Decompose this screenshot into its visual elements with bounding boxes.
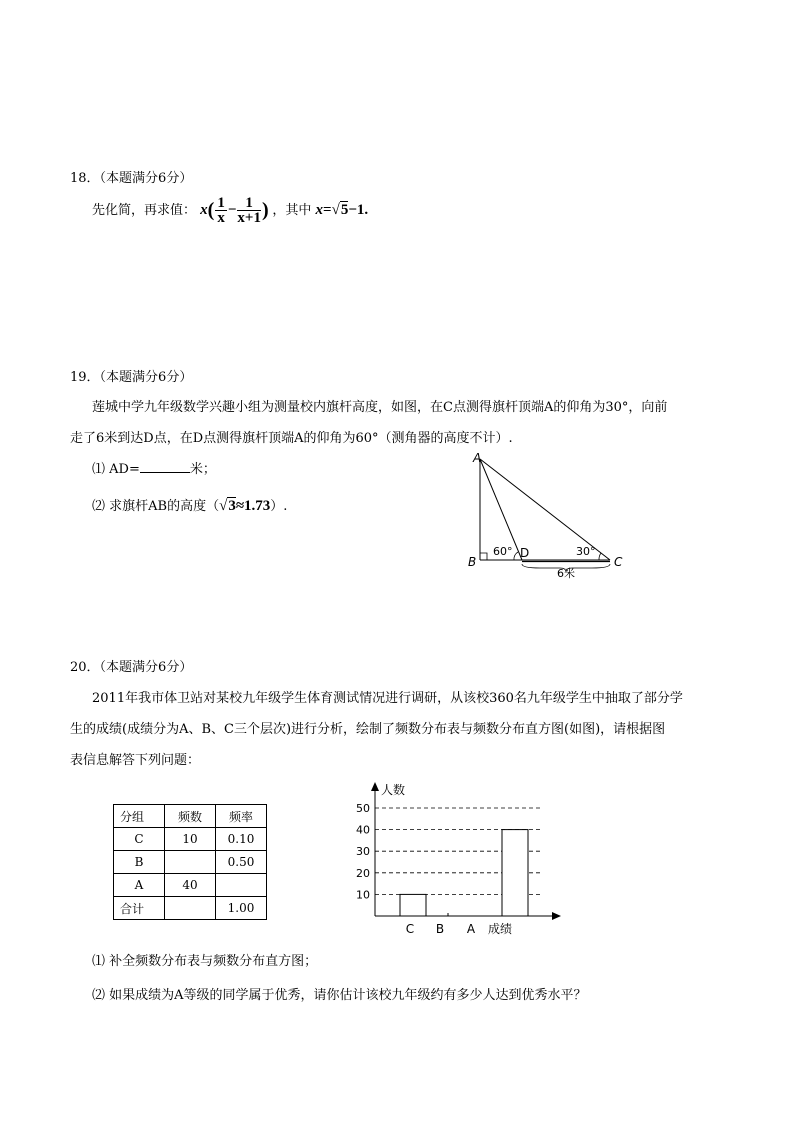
table-row [114, 851, 267, 874]
q19-part1: ⑴ AD= 米； [92, 462, 216, 477]
table-cell [216, 874, 267, 897]
q18-minus: − [227, 201, 237, 218]
y-tick-label: 40 [356, 823, 370, 837]
q20-part1: ⑴ 补全频数分布表与频数分布直方图； [92, 954, 318, 969]
label-B: B [468, 555, 477, 569]
label-C: C [614, 555, 623, 569]
q18-mid-text: ，其中 [272, 202, 312, 218]
angle-arc-D [514, 552, 518, 560]
x-tick-label: B [435, 922, 445, 936]
table-cell: 40 [165, 874, 216, 897]
bar-A [502, 830, 528, 916]
answer-blank [140, 460, 190, 473]
y-tick-label: 30 [356, 845, 370, 859]
q18-expr-x: x [200, 201, 208, 218]
y-axis-label: 人数 [381, 783, 406, 797]
table-cell: 10 [165, 828, 216, 851]
q18-condition: x=√5−1. [315, 201, 369, 218]
y-axis-arrow [371, 782, 379, 791]
table-header-row [114, 805, 267, 828]
table-cell: 0.10 [216, 828, 267, 851]
q19-line1: 莲城中学九年级数学兴趣小组为测量校内旗杆高度，如图，在C点测得旗杆顶端A的仰角为30°，向前 [92, 400, 668, 415]
table-cell: 1.00 [216, 897, 267, 920]
table-header: 频率 [216, 805, 267, 828]
q18-number: 18．（本题满分6分） [70, 171, 193, 186]
q19-line2: 走了6米到达D点，在D点测得旗杆顶端A的仰角为60°（测角器的高度不计）. [70, 431, 513, 446]
label-D: D [520, 546, 530, 560]
label-angle-C: 30° [576, 545, 596, 558]
x-axis-label: 成绩 [488, 922, 513, 936]
table-cell: B [114, 851, 165, 874]
q18-fraction-2: $\frac{1}{x+1}$ [237, 195, 261, 226]
table-header: 频数 [165, 805, 216, 828]
x-tick-label: A [466, 922, 476, 936]
table-cell: C [114, 828, 165, 851]
q20-part2: ⑵ 如果成绩为A等级的同学属于优秀，请你估计该校九年级约有多少人达到优秀水平？ [92, 988, 587, 1003]
q19-triangle-figure [460, 445, 640, 585]
q20-line3: 表信息解答下列问题： [70, 753, 201, 768]
label-A: A [473, 451, 482, 465]
table-cell [165, 897, 216, 920]
table-header: 分组 [114, 805, 165, 828]
table-cell: 合计 [114, 897, 165, 920]
q20-number: 20．（本题满分6分） [70, 660, 193, 675]
label-angle-D: 60° [493, 545, 513, 558]
bar-C [400, 894, 426, 916]
table-row [114, 897, 267, 920]
table-cell [165, 851, 216, 874]
table-row [114, 828, 267, 851]
table-cell: 0.50 [216, 851, 267, 874]
q18-fraction-1: $\frac{1}{x}$ [217, 195, 225, 226]
q20-line2: 生的成绩(成绩分为A、B、C三个层次)进行分析，绘制了频数分布表与频数分布直方图(如图)，请根据图 [70, 722, 666, 737]
y-tick-label: 20 [356, 866, 370, 880]
q19-part2: ⑵ 求旗杆AB的高度（√3≈1.73）. [92, 498, 288, 514]
q19-number: 19．（本题满分6分） [70, 370, 193, 385]
y-tick-label: 10 [356, 888, 370, 902]
label-distance: 6米 [557, 567, 575, 580]
table-cell: A [114, 874, 165, 897]
angle-arc-C [599, 553, 601, 560]
q18-prompt: 先化简，再求值： [92, 202, 197, 218]
frequency-histogram [345, 778, 570, 943]
q18-body [92, 196, 368, 225]
frequency-table [113, 804, 267, 920]
q20-line1: 2011年我市体卫站对某校九年级学生体育测试情况进行调研，从该校360名九年级学生中抽取了部分学 [92, 691, 683, 706]
y-tick-label: 50 [356, 802, 370, 815]
x-axis-arrow [552, 912, 561, 920]
table-row [114, 874, 267, 897]
x-tick-label: C [405, 922, 415, 936]
q18-expression: x( $\frac{1}{x}$ − $\frac{1}{x+1}$ ) [200, 195, 269, 226]
right-angle-mark [480, 553, 487, 560]
